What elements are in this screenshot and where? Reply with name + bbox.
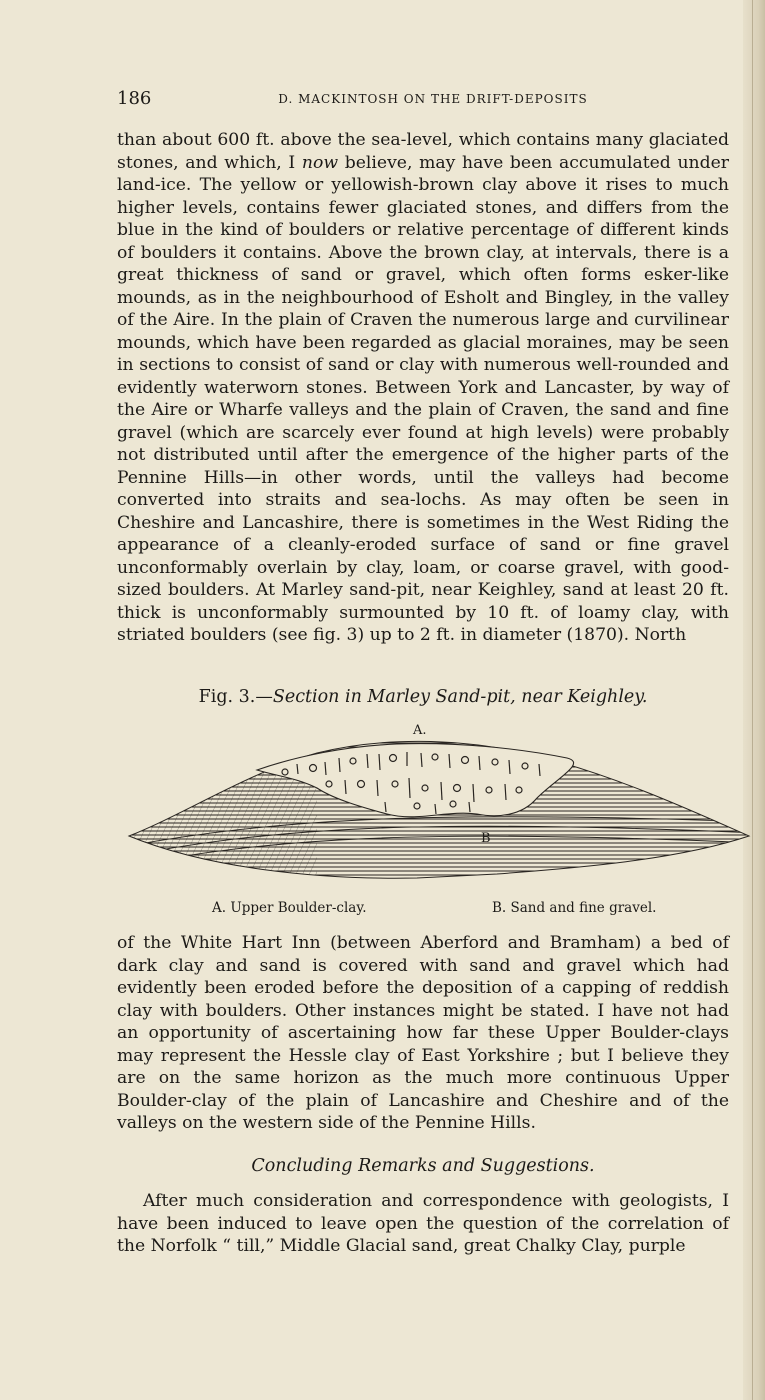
paragraph-3-text: After much consideration and correspondence with geologists, I have been induced to leave open the question of the correlation of the Norfolk “ till,” Middle Glacial sand, great Chalky Clay, purple bbox=[117, 1191, 729, 1256]
page-number: 186 bbox=[117, 88, 152, 109]
figure-caption-prefix: Fig. 3.— bbox=[198, 687, 273, 707]
page-edge bbox=[743, 0, 765, 1400]
paragraph-3 bbox=[117, 1190, 729, 1258]
paragraph-1-emphasis: now bbox=[301, 152, 339, 173]
section-diagram bbox=[117, 718, 757, 900]
paragraph-1-text-b: believe, may have been accumulated under land-ice. The yellow or yellowish-brown clay above it rises to much higher levels, contains fewer glaciated stones, and differs from the blue in the kind of boulders or relative percentage of different kinds of boulders it contains. Above the brown clay, at intervals, there is a great thickness of sand or gravel, which often forms esker-like mounds, as in the neighbourhood of Esholt and Bingley, in the valley of the Aire. In the plain of Craven the numerous large and curvilinear mounds, which have been regarded as glacial moraines, may be seen in sections to consist of sand or clay with numerous well-rounded and evidently waterworn stones. Between York and Lancaster, by way of the Aire or Wharfe valleys and the plain of Craven, the sand and fine gravel (which are scarcely ever found at high levels) were probably not distributed until after the emergence of the higher parts of the Pennine Hills—in other words, until the valleys had become converted into straits and sea-lochs. As may often be seen in Cheshire and Lancashire, there is sometimes in the West Riding the appearance of a cleanly-eroded surface of sand or fine gravel unconformably overlain by clay, loam, or coarse gravel, with good-sized boulders. At Marley sand-pit, near Keighley, sand at least 20 ft. thick is unconformably surmounted by 10 ft. of loamy clay, with striated boulders (see fig. 3) up to 2 ft. in diameter (1870). North bbox=[117, 152, 730, 645]
page-edge-line bbox=[752, 0, 753, 1400]
paragraph-2 bbox=[117, 932, 729, 1135]
label-a: A. bbox=[413, 723, 427, 738]
paragraph-1-text-a: than about 600 ft. above the sea-level, which contains many glaciated stones, and which, I bbox=[117, 130, 729, 173]
page-header bbox=[117, 88, 729, 112]
figure-caption bbox=[117, 687, 729, 707]
figure-caption-title: Section in Marley Sand-pit, near Keighley. bbox=[272, 687, 648, 707]
label-b: B bbox=[481, 831, 491, 846]
legend-sand-fine-gravel: B. Sand and fine gravel. bbox=[492, 900, 657, 916]
paragraph-1 bbox=[117, 129, 729, 647]
paragraph-2-text: of the White Hart Inn (between Aberford and Bramham) a bed of dark clay and sand is covered with sand and gravel which had evidently been eroded before the deposition of a capping of reddish clay with boulders. Other instances might be stated. I have not had an opportunity of ascertaining how far these Upper Boulder-clays may represent the Hessle clay of East Yorkshire ; but I believe they are on the same horizon as the much more continuous Upper Boulder-clay of the plain of Lancashire and Cheshire and of the valleys on the western side of the Pennine Hills. bbox=[117, 933, 729, 1133]
legend-upper-boulder-clay: A. Upper Boulder-clay. bbox=[212, 900, 367, 916]
running-head: D. MACKINTOSH ON THE DRIFT-DEPOSITS bbox=[278, 92, 588, 106]
section-heading: Concluding Remarks and Suggestions. bbox=[251, 1156, 595, 1176]
